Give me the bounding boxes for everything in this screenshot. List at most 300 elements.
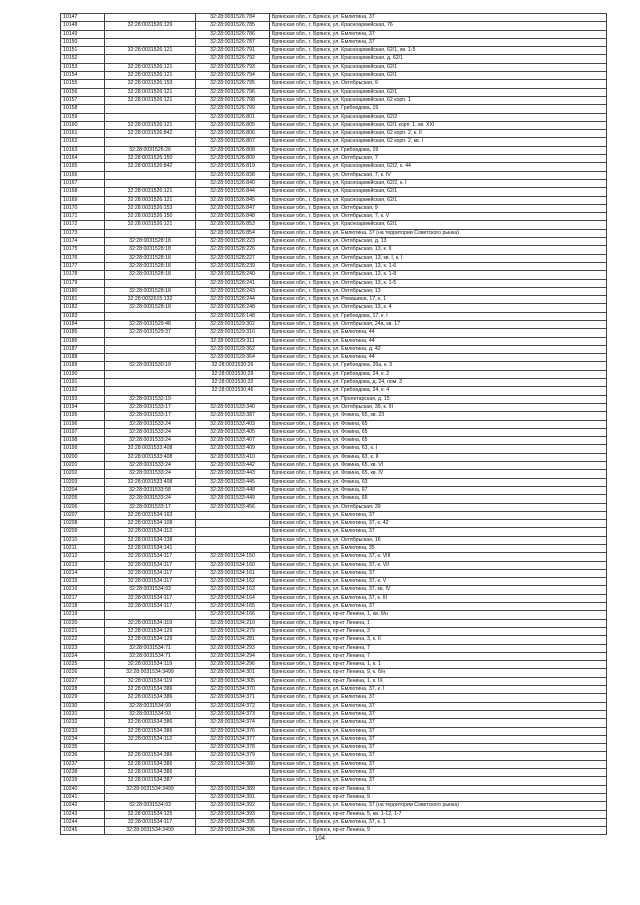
table-row	[61, 55, 607, 63]
cadastral-number-cell: 32:28:0031533:442	[196, 462, 270, 470]
cadastral-number-cell: 32:28:0031534:150	[196, 553, 270, 561]
cadastral-number-cell: 32:28:0031528:223	[196, 238, 270, 246]
address-cell: Брянская обл., г. Брянск, ул. Емлютина, 37	[270, 735, 607, 743]
row-number-cell: 10164	[61, 155, 105, 163]
row-number-cell: 10228	[61, 686, 105, 694]
table-row	[61, 171, 607, 179]
table-row	[61, 96, 607, 104]
address-cell: Брянская обл., г. Брянск, ул. Емлютина, 37, к. I	[270, 686, 607, 694]
row-number-cell: 10205	[61, 495, 105, 503]
cadastral-number-cell: 32:28:0031534:393	[196, 810, 270, 818]
parent-cadastral-number-cell: 32:28:0031534:129	[105, 636, 196, 644]
table-row	[61, 453, 607, 461]
parent-cadastral-number-cell	[105, 105, 196, 113]
parent-cadastral-number-cell: 32:28:0031526:121	[105, 188, 196, 196]
cadastral-number-cell: 32:28:0031526:801	[196, 113, 270, 121]
cadastral-number-cell: 32:28:0031528:226	[196, 246, 270, 254]
table-row	[61, 403, 607, 411]
table-row	[61, 362, 607, 370]
address-cell: Брянская обл., г. Брянск, пр-кт Ленина, 7	[270, 644, 607, 652]
address-cell: Брянская обл., г. Брянск, ул. Фокина, 63, к. II	[270, 453, 607, 461]
address-cell: Брянская обл., г. Брянск, ул. Емлютина, 37	[270, 760, 607, 768]
row-number-cell: 10196	[61, 420, 105, 428]
address-cell: Брянская обл., г. Брянск, ул. Фокина, 63	[270, 478, 607, 486]
address-cell: Брянская обл., г. Брянск, ул. Красноармейская, 62/1	[270, 63, 607, 71]
address-cell: Брянская обл., г. Брянск, ул. Емлютина, 37	[270, 694, 607, 702]
cadastral-number-cell: 32:28:0031526:847	[196, 204, 270, 212]
address-cell: Брянская обл., г. Брянск, ул. Емлютина, 37, к. V	[270, 578, 607, 586]
row-number-cell: 10186	[61, 337, 105, 345]
cadastral-number-cell: 32:28:0031533:448	[196, 486, 270, 494]
cadastral-number-cell: 32:28:0031534:163	[196, 586, 270, 594]
cadastral-number-cell: 32:28:0031526:844	[196, 188, 270, 196]
address-cell: Брянская обл., г. Брянск, ул. Емлютина, 44	[270, 329, 607, 337]
row-number-cell: 10169	[61, 196, 105, 204]
table-row	[61, 760, 607, 768]
cadastral-number-cell: 32:28:0031528:241	[196, 279, 270, 287]
cadastral-number-cell: 32:28:0031534:294	[196, 652, 270, 660]
row-number-cell: 10200	[61, 453, 105, 461]
address-cell: Брянская обл., г. Брянск, ул. Емлютина, 37, к. 1	[270, 818, 607, 826]
table-row	[61, 254, 607, 262]
row-number-cell: 10162	[61, 138, 105, 146]
parent-cadastral-number-cell: 32:28:0031534:117	[105, 569, 196, 577]
address-cell: Брянская обл., г. Брянск, ул. Емлютина, 44	[270, 337, 607, 345]
address-cell: Брянская обл., г. Брянск, ул. Фокина, 65	[270, 495, 607, 503]
table-row	[61, 744, 607, 752]
row-number-cell: 10217	[61, 594, 105, 602]
row-number-cell: 10208	[61, 520, 105, 528]
table-row	[61, 603, 607, 611]
cadastral-number-cell: 32:28:0031534:377	[196, 735, 270, 743]
parent-cadastral-number-cell: 32:28:0031534:93	[105, 802, 196, 810]
table-row	[61, 652, 607, 660]
cadastral-number-cell: 32:28:0031533:443	[196, 470, 270, 478]
cadastral-number-cell: 32:28:0031530:46	[196, 387, 270, 395]
table-row	[61, 437, 607, 445]
row-number-cell: 10151	[61, 47, 105, 55]
cadastral-number-cell: 32:28:0031529:362	[196, 345, 270, 353]
parent-cadastral-number-cell: 32:28:0031528:18	[105, 262, 196, 270]
cadastral-number-cell	[196, 511, 270, 519]
table-row	[61, 511, 607, 519]
parent-cadastral-number-cell: 32:28:0031534:141	[105, 545, 196, 553]
parent-cadastral-number-cell: 32:28:0031534:93	[105, 710, 196, 718]
parent-cadastral-number-cell: 32:28:0031534:386	[105, 719, 196, 727]
cadastral-number-cell: 32:28:0031534:162	[196, 578, 270, 586]
address-cell: Брянская обл., г. Брянск, ул. Емлютина, 44	[270, 354, 607, 362]
row-number-cell: 10218	[61, 603, 105, 611]
table-row	[61, 188, 607, 196]
address-cell: Брянская обл., г. Брянск, ул. Красноармейская, 62/1	[270, 188, 607, 196]
row-number-cell: 10168	[61, 188, 105, 196]
cadastral-number-cell: 32:28:0031528:244	[196, 296, 270, 304]
address-cell: Брянская обл., г. Брянск, ул. Октябрьская, 13, к. 1-6	[270, 262, 607, 270]
address-cell: Брянская обл., г. Брянск, ул. Октябрьская, 13, к. 4	[270, 304, 607, 312]
parent-cadastral-number-cell: 32:28:0031534:125	[105, 810, 196, 818]
parent-cadastral-number-cell	[105, 337, 196, 345]
address-cell: Брянская обл., г. Брянск, ул. Пролетарская, д. 15	[270, 395, 607, 403]
table-row	[61, 30, 607, 38]
parent-cadastral-number-cell	[105, 370, 196, 378]
parent-cadastral-number-cell	[105, 113, 196, 121]
address-cell: Брянская обл., г. Брянск, пр-кт Ленина, 1, к. 1	[270, 661, 607, 669]
cadastral-number-cell: 32:28:0031526:807	[196, 138, 270, 146]
cadastral-number-cell: 32:28:0031534:160	[196, 561, 270, 569]
parent-cadastral-number-cell: 32:28:0031526:121	[105, 221, 196, 229]
cadastral-number-cell: 32:28:0031529:364	[196, 354, 270, 362]
address-cell: Брянская обл., г. Брянск, ул. Фокина, 67	[270, 486, 607, 494]
cadastral-number-cell: 32:28:0031534:373	[196, 710, 270, 718]
parent-cadastral-number-cell	[105, 379, 196, 387]
cadastral-number-cell: 32:28:0031526:795	[196, 80, 270, 88]
row-number-cell: 10174	[61, 238, 105, 246]
table-row	[61, 486, 607, 494]
cadastral-number-cell: 32:28:0031526:794	[196, 72, 270, 80]
parent-cadastral-number-cell: 32:28:0031534:387	[105, 777, 196, 785]
table-row	[61, 329, 607, 337]
table-row	[61, 130, 607, 138]
row-number-cell: 10211	[61, 545, 105, 553]
table-row	[61, 138, 607, 146]
table-row	[61, 279, 607, 287]
parent-cadastral-number-cell: 32:28:0031533:408	[105, 478, 196, 486]
parent-cadastral-number-cell: 32:28:0031534:117	[105, 594, 196, 602]
cadastral-number-cell: 32:28:0031534:161	[196, 569, 270, 577]
address-cell: Брянская обл., г. Брянск, ул. Емлютина, 37	[270, 777, 607, 785]
address-cell: Брянская обл., г. Брянск, ул. Емлютина, 37 (на территории Советского рынка)	[270, 802, 607, 810]
parent-cadastral-number-cell	[105, 229, 196, 237]
registry-table	[60, 13, 607, 835]
address-cell: Брянская обл., г. Брянск, ул. Емлютина, 37	[270, 752, 607, 760]
cadastral-number-cell: 32:28:0031533:387	[196, 412, 270, 420]
row-number-cell: 10187	[61, 345, 105, 353]
parent-cadastral-number-cell: 32:28:0031534:119	[105, 677, 196, 685]
row-number-cell: 10182	[61, 304, 105, 312]
row-number-cell: 10242	[61, 802, 105, 810]
row-number-cell: 10215	[61, 578, 105, 586]
table-row	[61, 354, 607, 362]
parent-cadastral-number-cell: 32:28:0031526:121	[105, 88, 196, 96]
parent-cadastral-number-cell: 32:28:0031534:119	[105, 661, 196, 669]
table-row	[61, 420, 607, 428]
cadastral-number-cell: 32:28:0031526:799	[196, 105, 270, 113]
table-row	[61, 536, 607, 544]
address-cell: Брянская обл., г. Брянск, ул. Емлютина, 37, к. 42	[270, 520, 607, 528]
address-cell: Брянская обл., г. Брянск, ул. Октябрьская, 13, к. II	[270, 246, 607, 254]
row-number-cell: 10229	[61, 694, 105, 702]
row-number-cell: 10226	[61, 669, 105, 677]
address-cell: Брянская обл., г. Брянск, ул. Емлютина, 37	[270, 511, 607, 519]
cadastral-number-cell: 32:28:0031534:301	[196, 669, 270, 677]
cadastral-number-cell: 32:28:0031534:391	[196, 793, 270, 801]
cadastral-number-cell: 32:28:0031526:806	[196, 130, 270, 138]
row-number-cell: 10235	[61, 744, 105, 752]
cadastral-number-cell	[196, 545, 270, 553]
row-number-cell: 10232	[61, 719, 105, 727]
parent-cadastral-number-cell: 32:28:0031533:17	[105, 403, 196, 411]
address-cell: Брянская обл., г. Брянск, ул. Октябрьская, 7	[270, 155, 607, 163]
table-row	[61, 370, 607, 378]
address-cell: Брянская обл., г. Брянск, пр-кт Ленина, 1, к. IX	[270, 677, 607, 685]
table-row	[61, 38, 607, 46]
address-cell: Брянская обл., г. Брянск, ул. Емлютина, д. 42	[270, 345, 607, 353]
cadastral-number-cell: 32:28:0031534:370	[196, 686, 270, 694]
row-number-cell: 10150	[61, 38, 105, 46]
parent-cadastral-number-cell	[105, 38, 196, 46]
parent-cadastral-number-cell: 32:28:0031534:386	[105, 752, 196, 760]
cadastral-number-cell: 32:28:0031526:796	[196, 88, 270, 96]
address-cell: Брянская обл., г. Брянск, ул. Ромашина, 17, к. 1	[270, 296, 607, 304]
parent-cadastral-number-cell: 32:28:0031534:99	[105, 702, 196, 710]
parent-cadastral-number-cell: 32:28:0031528:18	[105, 287, 196, 295]
address-cell: Брянская обл., г. Брянск, ул. Фокина, 65, кв. IV	[270, 470, 607, 478]
parent-cadastral-number-cell	[105, 312, 196, 320]
table-row	[61, 702, 607, 710]
address-cell: Брянская обл., г. Брянск, ул. Красноармейская, д. 62/1	[270, 55, 607, 63]
table-row	[61, 478, 607, 486]
parent-cadastral-number-cell: 32:28:0032615:132	[105, 296, 196, 304]
table-row	[61, 287, 607, 295]
table-row	[61, 470, 607, 478]
cadastral-number-cell: 32:28:0031529:310	[196, 329, 270, 337]
address-cell: Брянская обл., г. Брянск, ул. Фокина, 65	[270, 428, 607, 436]
cadastral-number-cell: 32:28:0031530:26	[196, 362, 270, 370]
parent-cadastral-number-cell: 32:28:0031533:17	[105, 412, 196, 420]
cadastral-number-cell: 32:28:0031526:819	[196, 163, 270, 171]
table-row	[61, 694, 607, 702]
table-row	[61, 262, 607, 270]
cadastral-number-cell: 32:28:0031533:445	[196, 478, 270, 486]
parent-cadastral-number-cell: 32:28:0031534:386	[105, 694, 196, 702]
table-row	[61, 818, 607, 826]
parent-cadastral-number-cell: 32:28:0031526:121	[105, 63, 196, 71]
row-number-cell: 10157	[61, 96, 105, 104]
row-number-cell: 10221	[61, 627, 105, 635]
parent-cadastral-number-cell: 32:28:0031526:842	[105, 163, 196, 171]
cadastral-number-cell: 32:28:0031526:848	[196, 213, 270, 221]
table-row	[61, 246, 607, 254]
parent-cadastral-number-cell: 32:28:0031534:3499	[105, 785, 196, 793]
parent-cadastral-number-cell: 32:28:0031526:153	[105, 204, 196, 212]
address-cell: Брянская обл., г. Брянск, ул. Красноармейская, 62/1, кв. 1-5	[270, 47, 607, 55]
address-cell: Брянская обл., г. Брянск, ул. Фокина, 65	[270, 420, 607, 428]
address-cell: Брянская обл., г. Брянск, ул. Емлютина, 37	[270, 569, 607, 577]
address-cell: Брянская обл., г. Брянск, ул. Красноармейская, 62 корп. 2, кв. I	[270, 138, 607, 146]
cadastral-number-cell	[196, 520, 270, 528]
cadastral-number-cell: 32:28:0031526:791	[196, 47, 270, 55]
parent-cadastral-number-cell: 32:28:0031528:18	[105, 238, 196, 246]
row-number-cell: 10178	[61, 271, 105, 279]
row-number-cell: 10170	[61, 204, 105, 212]
address-cell: Брянская обл., г. Брянск, ул. Емлютина, 37	[270, 38, 607, 46]
table-row	[61, 320, 607, 328]
cadastral-number-cell: 32:28:0031526:854	[196, 229, 270, 237]
row-number-cell: 10245	[61, 827, 105, 835]
table-row	[61, 72, 607, 80]
parent-cadastral-number-cell: 32:28:0031533:24	[105, 420, 196, 428]
table-row	[61, 88, 607, 96]
address-cell: Брянская обл., г. Брянск, пр-кт Ленина, 9, к. б/н	[270, 669, 607, 677]
table-row	[61, 387, 607, 395]
parent-cadastral-number-cell: 32:28:0031534:71	[105, 652, 196, 660]
row-number-cell: 10148	[61, 22, 105, 30]
cadastral-number-cell: 32:28:0031534:374	[196, 719, 270, 727]
cadastral-number-cell: 32:28:0031526:785	[196, 22, 270, 30]
parent-cadastral-number-cell	[105, 744, 196, 752]
row-number-cell: 10185	[61, 329, 105, 337]
address-cell: Брянская обл., г. Брянск, ул. Емлютина, 37	[270, 719, 607, 727]
table-row	[61, 569, 607, 577]
row-number-cell: 10155	[61, 80, 105, 88]
cadastral-number-cell: 32:28:0031534:378	[196, 744, 270, 752]
address-cell: Брянская обл., г. Брянск, ул. Емлютина, 37	[270, 30, 607, 38]
table-row	[61, 204, 607, 212]
row-number-cell: 10207	[61, 511, 105, 519]
row-number-cell: 10227	[61, 677, 105, 685]
row-number-cell: 10183	[61, 312, 105, 320]
table-row	[61, 146, 607, 154]
table-row	[61, 719, 607, 727]
cadastral-number-cell: 32:28:0031534:166	[196, 611, 270, 619]
table-row	[61, 661, 607, 669]
parent-cadastral-number-cell: 32:28:0031534:117	[105, 818, 196, 826]
address-cell: Брянская обл., г. Брянск, ул. Грибоедова, 26а, к. 3	[270, 362, 607, 370]
row-number-cell: 10212	[61, 553, 105, 561]
cadastral-number-cell: 32:28:0031528:227	[196, 254, 270, 262]
table-row	[61, 121, 607, 129]
row-number-cell: 10222	[61, 636, 105, 644]
row-number-cell: 10190	[61, 370, 105, 378]
table-row	[61, 735, 607, 743]
parent-cadastral-number-cell: 32:28:0031533:24	[105, 428, 196, 436]
address-cell: Брянская обл., г. Брянск, ул. Октябрьская, 24а, кв. 17	[270, 320, 607, 328]
address-cell: Брянская обл., г. Брянск, ул. Емлютина, 37 (на территории Советского рынка)	[270, 229, 607, 237]
table-row	[61, 196, 607, 204]
parent-cadastral-number-cell: 32:28:0031526:150	[105, 155, 196, 163]
address-cell: Брянская обл., г. Брянск, ул. Емлютина, 37	[270, 744, 607, 752]
row-number-cell: 10160	[61, 121, 105, 129]
parent-cadastral-number-cell	[105, 30, 196, 38]
row-number-cell: 10149	[61, 30, 105, 38]
address-cell: Брянская обл., г. Брянск, ул. Фокина, 63, к. I	[270, 445, 607, 453]
cadastral-number-cell: 32:28:0031526:805	[196, 121, 270, 129]
parent-cadastral-number-cell: 32:28:0031533:408	[105, 445, 196, 453]
parent-cadastral-number-cell: 32:28:0031534:112	[105, 735, 196, 743]
address-cell: Брянская обл., г. Брянск, пр-кт Ленина, 7	[270, 652, 607, 660]
address-cell: Брянская обл., г. Брянск, ул. Емлютина, 37	[270, 769, 607, 777]
parent-cadastral-number-cell: 32:28:0031530:19	[105, 362, 196, 370]
row-number-cell: 10167	[61, 179, 105, 187]
parent-cadastral-number-cell: 32:28:0031534:117	[105, 603, 196, 611]
cadastral-number-cell: 32:28:0031534:305	[196, 677, 270, 685]
parent-cadastral-number-cell: 32:28:0031526:121	[105, 121, 196, 129]
cadastral-number-cell: 32:28:0031528:239	[196, 262, 270, 270]
cadastral-number-cell: 32:28:0031533:405	[196, 428, 270, 436]
table-row	[61, 379, 607, 387]
address-cell: Брянская обл., г. Брянск, ул. Фокина, 65, кв. VI	[270, 462, 607, 470]
parent-cadastral-number-cell: 32:28:0031534:117	[105, 561, 196, 569]
address-cell: Брянская обл., г. Брянск, ул. Красноармейская, 62/2, к. I	[270, 179, 607, 187]
row-number-cell: 10224	[61, 652, 105, 660]
address-cell: Брянская обл., г. Брянск, ул. Грибоедова, 24, к. 2	[270, 370, 607, 378]
table-row	[61, 337, 607, 345]
cadastral-number-cell: 32:28:0031528:240	[196, 271, 270, 279]
table-row	[61, 777, 607, 785]
row-number-cell: 10194	[61, 403, 105, 411]
cadastral-number-cell: 32:28:0031526:786	[196, 30, 270, 38]
parent-cadastral-number-cell: 32:28:0031528:18	[105, 304, 196, 312]
row-number-cell: 10237	[61, 760, 105, 768]
address-cell: Брянская обл., г. Брянск, ул. Емлютина, 37, к. VII	[270, 561, 607, 569]
address-cell: Брянская обл., г. Брянск, ул. Фокина, 65, кв. 23	[270, 412, 607, 420]
address-cell: Брянская обл., г. Брянск, ул. Емлютина, 37, к. VIII	[270, 553, 607, 561]
address-cell: Брянская обл., г. Брянск, ул. Октябрьская, 13, к. 1-8	[270, 271, 607, 279]
cadastral-number-cell	[196, 769, 270, 777]
parent-cadastral-number-cell: 32:28:0031533:24	[105, 470, 196, 478]
table-row	[61, 619, 607, 627]
table-row	[61, 545, 607, 553]
table-row	[61, 627, 607, 635]
cadastral-number-cell: 32:28:0031533:456	[196, 503, 270, 511]
table-row	[61, 495, 607, 503]
parent-cadastral-number-cell	[105, 14, 196, 22]
parent-cadastral-number-cell: 32:28:0031534:117	[105, 553, 196, 561]
table-row	[61, 727, 607, 735]
row-number-cell: 10165	[61, 163, 105, 171]
row-number-cell: 10214	[61, 569, 105, 577]
parent-cadastral-number-cell: 32:28:0031528:18	[105, 271, 196, 279]
cadastral-number-cell: 32:28:0031533:340	[196, 403, 270, 411]
cadastral-number-cell: 32:28:0031528:243	[196, 287, 270, 295]
address-cell: Брянская обл., г. Брянск, ул. Октябрьская, 16	[270, 536, 607, 544]
row-number-cell: 10156	[61, 88, 105, 96]
row-number-cell: 10223	[61, 644, 105, 652]
parent-cadastral-number-cell: 32:28:0031534:386	[105, 760, 196, 768]
cadastral-number-cell	[196, 395, 270, 403]
address-cell: Брянская обл., г. Брянск, ул. Красноармейская, 62/1	[270, 72, 607, 80]
parent-cadastral-number-cell: 32:28:0031526:121	[105, 96, 196, 104]
row-number-cell: 10206	[61, 503, 105, 511]
row-number-cell: 10220	[61, 619, 105, 627]
address-cell: Брянская обл., г. Брянск, ул. Октябрьская, 13, кв. I, к. I	[270, 254, 607, 262]
row-number-cell: 10213	[61, 561, 105, 569]
cadastral-number-cell: 32:28:0031526:809	[196, 155, 270, 163]
parent-cadastral-number-cell: 32:28:0031534:386	[105, 686, 196, 694]
table-row	[61, 520, 607, 528]
cadastral-number-cell: 32:28:0031534:371	[196, 694, 270, 702]
row-number-cell: 10147	[61, 14, 105, 22]
table-row	[61, 810, 607, 818]
table-row	[61, 113, 607, 121]
cadastral-number-cell: 32:28:0031526:798	[196, 96, 270, 104]
row-number-cell: 10153	[61, 63, 105, 71]
table-row	[61, 105, 607, 113]
row-number-cell: 10225	[61, 661, 105, 669]
address-cell: Брянская обл., г. Брянск, ул. Красноармейская, 62/2, к. 44	[270, 163, 607, 171]
address-cell: Брянская обл., г. Брянск, ул. Красноармейская, 62/1	[270, 88, 607, 96]
table-row	[61, 586, 607, 594]
address-cell: Брянская обл., г. Брянск, ул. Красноармейская, 62 корп. 2, к. II	[270, 130, 607, 138]
row-number-cell: 10152	[61, 55, 105, 63]
address-cell: Брянская обл., г. Брянск, пр-кт Ленина, 1, кв. б/н	[270, 611, 607, 619]
cadastral-number-cell: 32:28:0031529:302	[196, 320, 270, 328]
parent-cadastral-number-cell	[105, 171, 196, 179]
cadastral-number-cell: 32:28:0031533:407	[196, 437, 270, 445]
row-number-cell: 10240	[61, 785, 105, 793]
parent-cadastral-number-cell: 32:28:0031534:119	[105, 619, 196, 627]
address-cell: Брянская обл., г. Брянск, ул. Емлютина, 37	[270, 14, 607, 22]
